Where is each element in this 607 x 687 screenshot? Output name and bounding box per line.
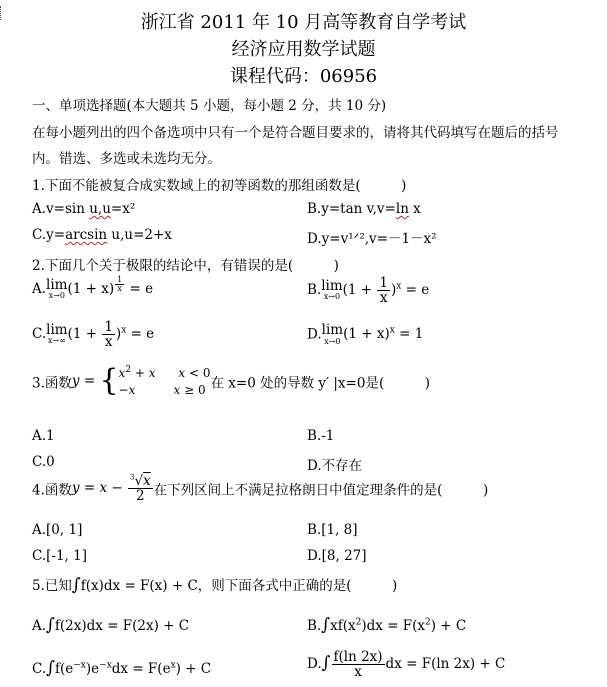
question-2-stem: 2.下面几个关于极限的结论中，有错误的是( ) bbox=[32, 258, 339, 274]
q2-option-d-label: D. bbox=[307, 326, 322, 343]
instruction-line-2: 内。错选、多选或未选均无分。 bbox=[32, 151, 221, 167]
q5-option-c-formula: $\int f(e^{-x})e^{-x}dx = F(e^x) + C$ bbox=[46, 658, 212, 678]
q5-option-c bbox=[32, 658, 211, 678]
course-code: 课程代码：06956 bbox=[229, 66, 378, 87]
q4-option-c: C.[-1, 1] bbox=[32, 548, 87, 564]
q4-suffix: 在下列区间上不满足拉格朗日中值定理条件的是( ) bbox=[153, 482, 489, 499]
q3-suffix: 在 x=0 处的导数 y′ |x=0是( ) bbox=[210, 375, 430, 392]
subject-title: 经济应用数学试题 bbox=[231, 39, 376, 60]
q5-option-b-label: B. bbox=[307, 618, 322, 634]
q5-prefix: 5.已知 bbox=[32, 578, 72, 594]
q5-option-a bbox=[32, 615, 189, 635]
q5-option-d bbox=[307, 650, 505, 679]
q2-option-b-formula: lim x→0 (1 + $\frac{1}{x}$ )$^x$ = e bbox=[321, 275, 430, 307]
q2-option-c bbox=[32, 320, 154, 349]
q2-option-d-formula: lim x→0 $(1 + x)^x = 1$ bbox=[321, 322, 424, 346]
q2-option-a bbox=[32, 276, 153, 300]
q2-option-d bbox=[307, 324, 423, 346]
question-1-stem: 1.下面不能被复合成实数域上的初等函数的那组函数是( ) bbox=[32, 178, 407, 194]
q5-option-d-formula: ∫ $\frac{f(\ln 2x)}{x}$ dx = F(ln 2x) + C bbox=[321, 649, 506, 681]
q1-option-a: A.v=sin u,u=x² bbox=[32, 201, 136, 217]
q1-option-b: B.y=tan v,v=ln x bbox=[307, 201, 421, 217]
q2-option-a-formula: lim x→0 (1 + x) $^{\frac{1}{x}}$ = e bbox=[46, 275, 154, 301]
q5-option-b bbox=[307, 615, 466, 635]
q2-option-a-label: A. bbox=[32, 280, 47, 297]
exam-title: 浙江省 2011 年 10 月高等教育自学考试 bbox=[140, 12, 467, 33]
q5-suffix: ，则下面各式中正确的是( ) bbox=[197, 578, 398, 594]
question-5-stem bbox=[32, 574, 397, 595]
q1-option-d: D.y=v¹ᐟ²,v=－1－x² bbox=[307, 231, 437, 247]
q3-option-c: C.0 bbox=[32, 454, 55, 470]
instruction-line-1: 在每小题列出的四个备选项中只有一个是符合题目要求的，请将其代码填写在题后的括号 bbox=[32, 125, 559, 141]
q4-option-d: D.[8, 27] bbox=[307, 548, 367, 564]
q5-option-b-formula: $\int xf(x^2)dx = F(x^2) + C$ bbox=[321, 615, 467, 635]
q5-option-a-formula: ∫f(2x)dx = F(2x) + C bbox=[46, 615, 190, 635]
question-4-stem bbox=[32, 474, 488, 503]
q3-option-d: D.不存在 bbox=[307, 458, 363, 474]
q5-option-d-label: D. bbox=[307, 656, 322, 673]
q4-function: y = x − $\frac{^3√x}{2}$ bbox=[71, 473, 151, 505]
q1-option-c: C.y=arcsin u,u=2+x bbox=[32, 227, 172, 243]
q5-option-a-label: A. bbox=[32, 618, 47, 634]
q4-option-a: A.[0, 1] bbox=[32, 522, 83, 538]
q3-option-a: A.1 bbox=[32, 428, 55, 444]
q4-option-b: B.[1, 8] bbox=[307, 522, 358, 538]
q5-given-formula: ∫f(x)dx = F(x) + C bbox=[71, 575, 198, 595]
q5-option-c-label: C. bbox=[32, 661, 47, 677]
q2-option-b bbox=[307, 276, 429, 305]
q2-option-c-label: C. bbox=[32, 326, 47, 343]
q3-option-b: B.-1 bbox=[307, 428, 335, 444]
q4-prefix: 4.函数 bbox=[32, 482, 72, 499]
q3-piecewise-function: y = { $x^2 + x$ x < 0 −x x ≥ 0 bbox=[71, 363, 211, 399]
q2-option-c-formula: lim x→∞ (1 + $\frac{1}{x}$ )$^x$ = e bbox=[46, 319, 155, 351]
q2-option-b-label: B. bbox=[307, 282, 322, 299]
section-heading: 一、单项选择题(本大题共 5 小题，每小题 2 分，共 10 分) bbox=[32, 98, 387, 114]
q3-prefix: 3.函数 bbox=[32, 375, 72, 392]
question-3-stem bbox=[32, 364, 430, 399]
